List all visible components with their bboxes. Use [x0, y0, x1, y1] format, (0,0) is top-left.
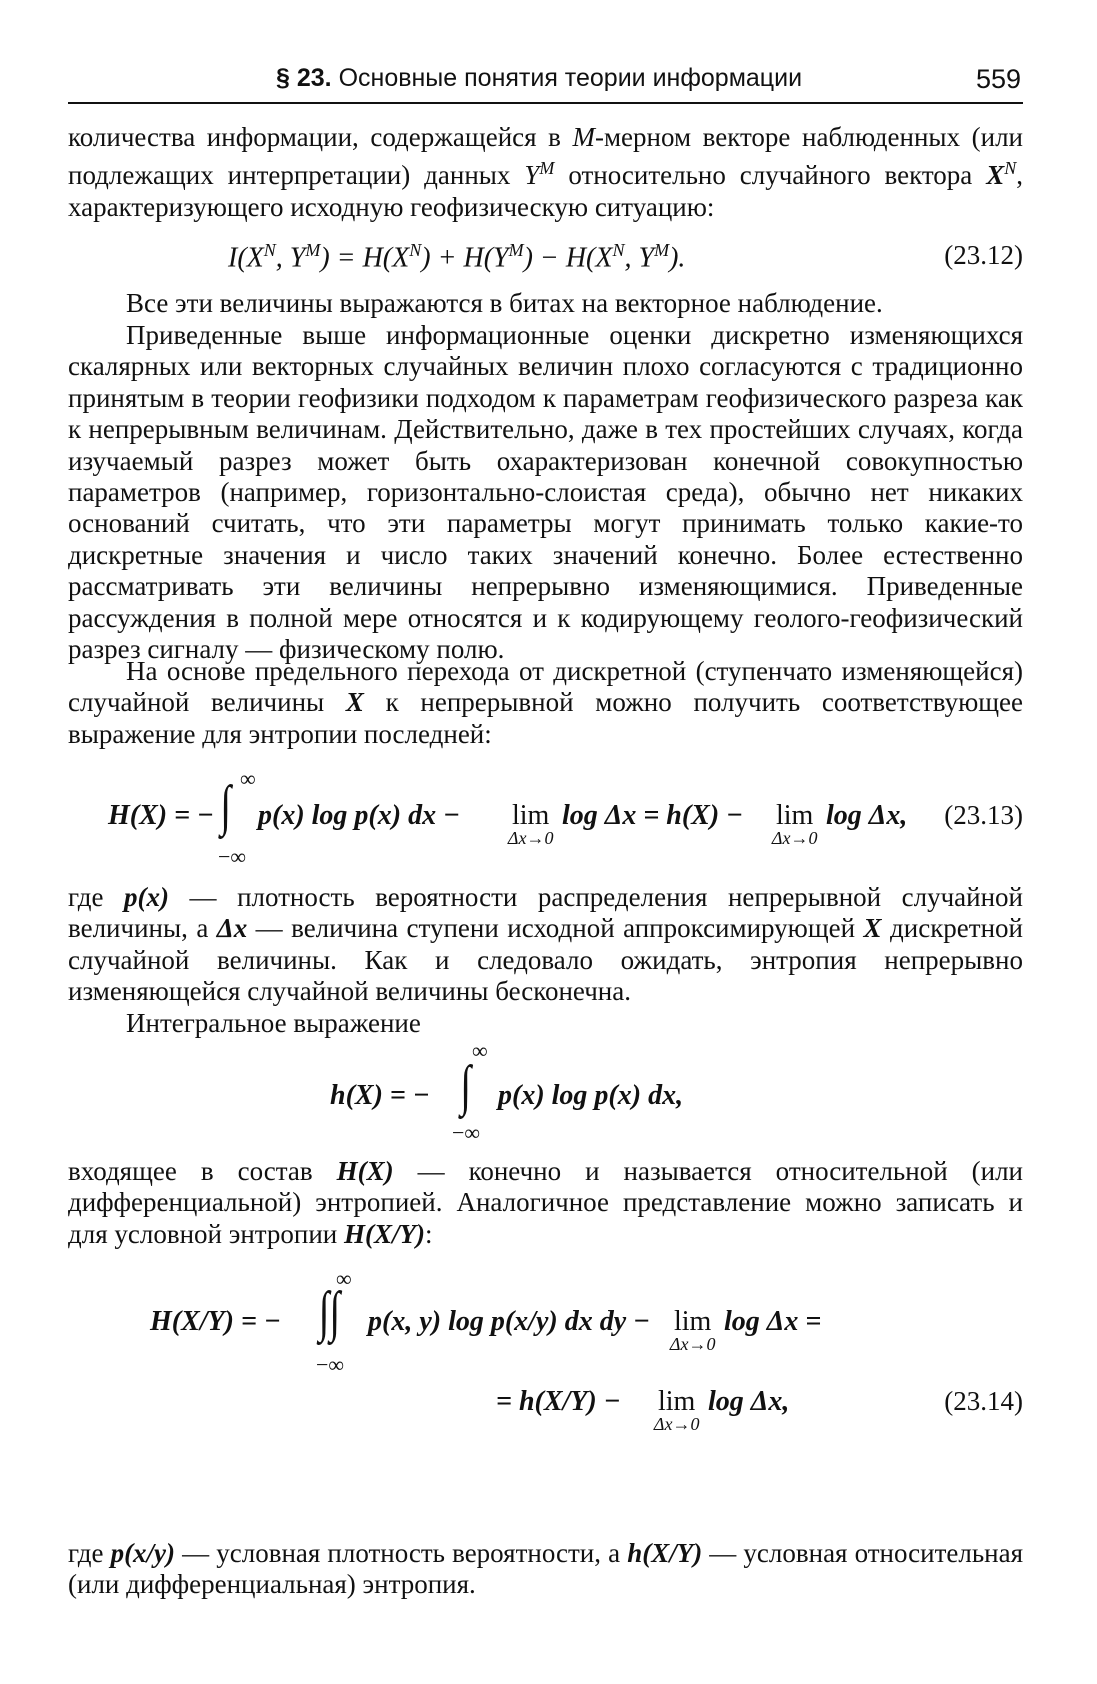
lim-text: lim	[674, 1306, 712, 1337]
integral-sign: ∫	[460, 1055, 472, 1117]
eq14-integrand: p(x, y) log p(x/y) dx dy −	[368, 1306, 651, 1337]
equation-h-x	[68, 1038, 1023, 1145]
math-X: X	[986, 160, 1005, 191]
equation-number: (23.14)	[944, 1386, 1023, 1416]
paragraph-6: Интегральное выражение	[126, 1008, 421, 1038]
lim-text: lim	[658, 1386, 696, 1417]
text: относительно случайного вектора	[554, 160, 987, 191]
lim-subscript: Δx→0	[669, 1334, 716, 1354]
math-dx: Δx	[216, 913, 248, 944]
text: к непрерывной можно получить соответствующее выражение для энтропии последней:	[68, 687, 1024, 749]
math-sup: N	[1004, 158, 1017, 179]
text: где	[68, 882, 124, 912]
paragraph-8	[68, 1538, 1023, 1601]
limit-2	[653, 1386, 700, 1434]
equation-23-14	[68, 1266, 1023, 1436]
integral-lower-limit: −∞	[452, 1120, 481, 1145]
eqh-lhs: h(X) = −	[330, 1080, 430, 1111]
text: -мерном векторе наблюденных (или подлежащих интерпретации) данных	[68, 122, 1023, 191]
text: входящее в состав	[68, 1156, 337, 1186]
equation-23-13	[68, 766, 1023, 869]
integral-lower-limit: −∞	[218, 844, 247, 869]
paragraph-4	[68, 656, 1023, 750]
eq13-tail: log Δx,	[826, 800, 908, 831]
eq13-mid: log Δx = h(X) −	[562, 800, 744, 831]
integral-sign: ∫	[220, 775, 232, 837]
eq13-lhs: H(X) = −	[108, 800, 215, 831]
text: где	[68, 1538, 111, 1568]
limit-1	[507, 800, 554, 848]
eq13-integrand: p(x) log p(x) dx −	[258, 800, 461, 831]
integral-lower-limit: −∞	[316, 1352, 345, 1377]
math-X: X	[345, 687, 364, 718]
paragraph-7	[68, 1156, 1023, 1250]
text: — плотность вероятности распределения непрерывной случайной величины, а	[68, 882, 1024, 944]
math-X: X	[863, 913, 882, 944]
running-header	[68, 62, 1023, 104]
text: — конечно и называется относительной (или дифференциальной) энтропией. Аналогичное представление можно записать и для условной энтропии	[68, 1156, 1023, 1249]
math-HXY: H(X/Y)	[344, 1218, 425, 1249]
integral-upper-limit: ∞	[472, 1038, 488, 1063]
section-mark: § 23.	[276, 64, 332, 92]
eq14-lhs: H(X/Y) = −	[150, 1306, 281, 1337]
header-title	[276, 64, 802, 93]
eq14-line2: = h(X/Y) −	[496, 1386, 621, 1417]
text: — условная плотность вероятности, а	[175, 1538, 628, 1568]
math-M: M	[572, 122, 595, 152]
eq14-tail2: log Δx,	[708, 1386, 790, 1417]
math-pxy: p(x/y)	[110, 1538, 176, 1568]
math-px: p(x)	[124, 882, 169, 912]
text: — условная относительная (или дифференциальная) энтропия.	[68, 1538, 1024, 1600]
text: дискретной случайной величины. Как и следовало ожидать, энтропия непрерывно изменяющейся случайной величины бесконечна.	[68, 913, 1023, 1007]
lim-text: lim	[512, 800, 550, 831]
integral-upper-limit: ∞	[240, 766, 256, 791]
text: На основе предельного перехода от дискретной (ступенчато изменяющейся) случайной величины	[68, 656, 1023, 718]
math-Y: Y	[524, 160, 540, 191]
integral-upper-limit: ∞	[336, 1266, 352, 1291]
section-title: Основные понятия теории информации	[338, 64, 803, 92]
text: , характеризующего исходную геофизическую ситуацию:	[68, 160, 1023, 222]
lim-subscript: Δx→0	[507, 828, 554, 848]
eq14-tail1: log Δx =	[724, 1306, 822, 1337]
paragraph-5	[68, 882, 1023, 1008]
limit-2	[771, 800, 818, 848]
equation-number: (23.12)	[944, 240, 1023, 270]
text: — величина ступени исходной аппроксимирующей	[247, 913, 864, 944]
equation-number: (23.13)	[944, 800, 1023, 830]
text: количества информации, содержащейся в	[68, 122, 573, 152]
paragraph-3: Приведенные выше информационные оценки дискретно изменяющихся скалярных или векторных случайных величин плохо согласуются с традиционно принятым в теории геофизики подходом к параметрам геофизического разреза как к непрерывным величинам. Действительно, даже в тех простейших случаях, когда изучаемый разрез может быть охарактеризован конечной совокупностью параметров (например, горизонтально-слоистая среда), обычно нет никаких оснований считать, что эти параметры могут принимать только какие-то дискретные значения и число таких значений конечно. Более естественно рассматривать эти величины непрерывно изменяющимися. Приведенные рассуждения в полной мере относятся и к кодирующему геолого-геофизический разрез сигналу — физическому полю.	[68, 320, 1023, 665]
math-sup: M	[539, 158, 555, 179]
math-hXY: h(X/Y)	[627, 1538, 703, 1568]
equation-body: $I(X^N$, $Y^M) = H(X^N) + H(Y^M) - H(X^N$, $Y^M$).	[228, 240, 686, 274]
double-integral-sign: ∫∫	[318, 1281, 341, 1343]
lim-subscript: Δx→0	[771, 828, 818, 848]
paragraph-1	[68, 122, 1023, 223]
limit-1	[669, 1306, 716, 1354]
eqh-integrand: p(x) log p(x) dx,	[498, 1080, 684, 1111]
lim-subscript: Δx→0	[653, 1414, 700, 1434]
lim-text: lim	[776, 800, 814, 831]
page-number: 559	[975, 64, 1021, 94]
math-HX: H(X)	[336, 1156, 394, 1186]
text: :	[425, 1218, 433, 1249]
paragraph-2: Все эти величины выражаются в битах на векторное наблюдение.	[126, 288, 883, 318]
